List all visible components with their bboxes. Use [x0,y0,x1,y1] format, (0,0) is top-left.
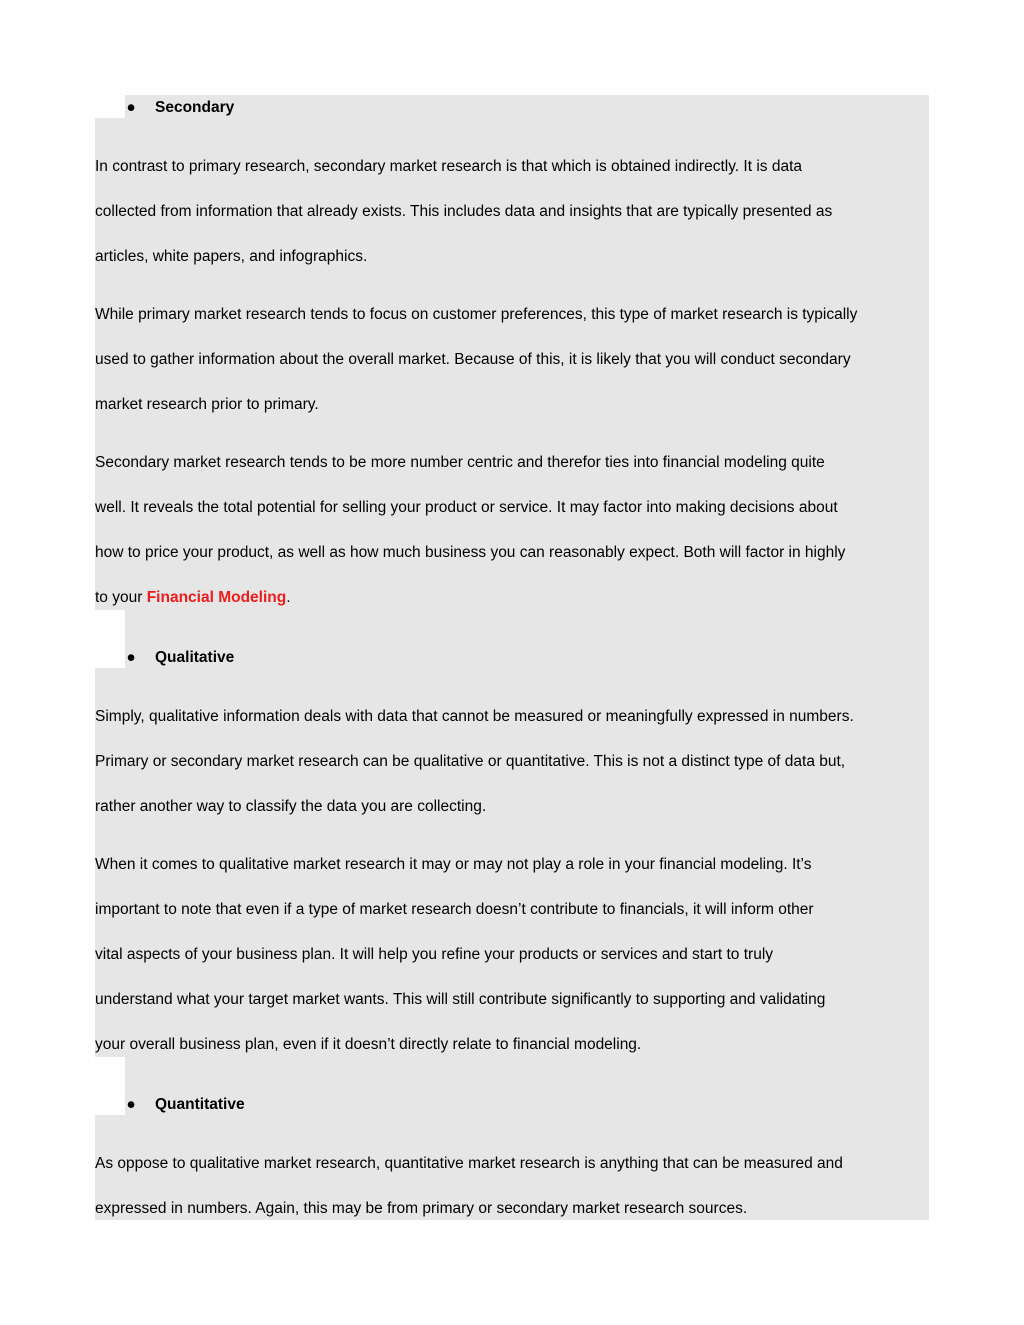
paragraph-line: well. It reveals the total potential for selling your product or service. It may factor into making decisions about [95,499,838,516]
paragraph-line: your overall business plan, even if it doesn’t directly relate to financial modeling. [95,1036,642,1053]
paragraph-line: Primary or secondary market research can be qualitative or quantitative. This is not a distinct type of data but, [95,753,846,770]
heading-label: Secondary [155,99,235,116]
paragraph-line: expressed in numbers. Again, this may be from primary or secondary market research sources. [95,1200,748,1217]
paragraph-line: rather another way to classify the data you are collecting. [95,798,487,815]
paragraph-line: articles, white papers, and infographics. [95,248,368,265]
bullet-icon: ● [126,649,136,666]
paragraph-line: how to price your product, as well as how much business you can reasonably expect. Both will factor in highly [95,544,846,561]
paragraph-line: Simply, qualitative information deals with data that cannot be measured or meaningfully expressed in numbers. [95,708,854,725]
heading-label: Quantitative [155,1096,245,1113]
paragraph-line: understand what your target market wants. This will still contribute significantly to supporting and validating [95,991,826,1008]
paragraph-line: market research prior to primary. [95,396,319,413]
highlight-band [125,95,929,118]
paragraph-line: In contrast to primary research, secondary market research is that which is obtained indirectly. It is data [95,158,802,175]
paragraph-line: While primary market research tends to focus on customer preferences, this type of market research is typically [95,306,858,323]
text-run: . [286,589,291,606]
paragraph-line [95,588,291,608]
text-run: to your [95,589,147,606]
highlight-band [125,610,929,668]
paragraph-line: Secondary market research tends to be more number centric and therefor ties into financial modeling quite [95,454,825,471]
paragraph-line: important to note that even if a type of market research doesn’t contribute to financials, it will inform other [95,901,814,918]
heading-label: Qualitative [155,649,235,666]
paragraph-line: used to gather information about the overall market. Because of this, it is likely that you will conduct secondary [95,351,851,368]
paragraph-line: When it comes to qualitative market research it may or may not play a role in your financial modeling. It’s [95,856,812,873]
paragraph-line: As oppose to qualitative market research, quantitative market research is anything that can be measured and [95,1155,843,1172]
bullet-icon: ● [126,1096,136,1113]
highlight-band [125,1057,929,1115]
bullet-icon: ● [126,99,136,116]
financial-modeling-link[interactable]: Financial Modeling [146,589,287,606]
paragraph-line: collected from information that already exists. This includes data and insights that are typically presented as [95,203,833,220]
paragraph-line: vital aspects of your business plan. It will help you refine your products or services and start to truly [95,946,774,963]
